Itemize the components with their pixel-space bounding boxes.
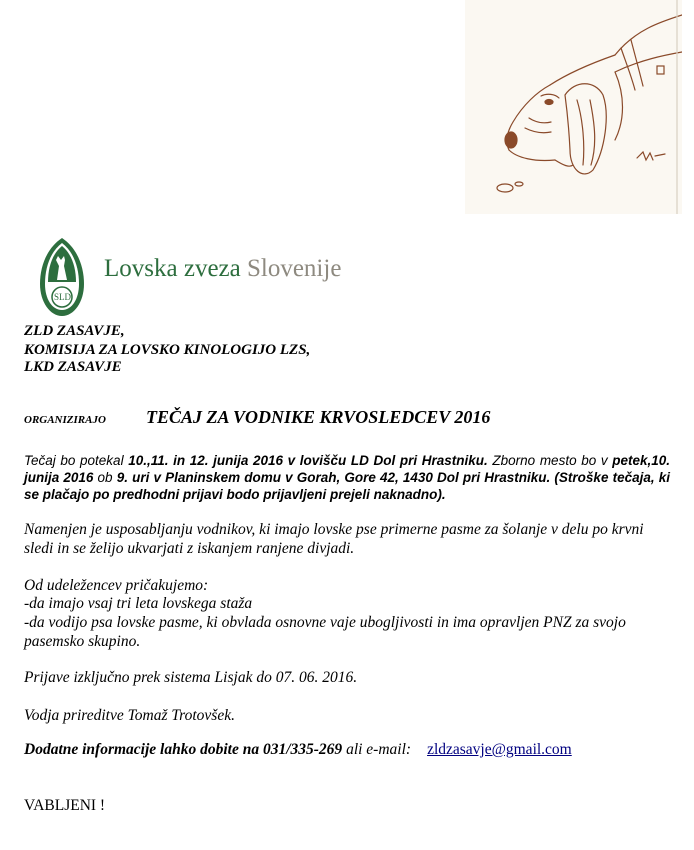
lzs-logo-text bbox=[104, 255, 341, 283]
event-leader: Vodja prireditve Tomaž Trotovšek. bbox=[24, 707, 235, 724]
contact-email-link[interactable]: zldzasavje@gmail.com bbox=[427, 741, 572, 758]
event-title: TEČAJ ZA VODNIKE KRVOSLEDCEV 2016 bbox=[146, 407, 491, 427]
logo-name-part1: Lovska zveza bbox=[104, 255, 241, 282]
intro-paragraph bbox=[24, 452, 670, 503]
expectations-heading: Od udeležencev pričakujemo: bbox=[24, 577, 209, 594]
lzs-logo-emblem bbox=[37, 236, 87, 318]
intro-bold-1: 10.,11. in 12. junija 2016 v lovišču LD Dol pri Hrastniku. bbox=[128, 453, 488, 468]
logo-name-part2: Slovenije bbox=[246, 255, 342, 282]
expectation-item-1: -da imajo vsaj tri leta lovskega staža bbox=[24, 595, 253, 612]
contact-line bbox=[24, 741, 572, 759]
intro-bold-2: petek,10. junija 2016 bbox=[24, 453, 671, 485]
expectation-item-2: -da vodijo psa lovske pasme, ki obvlada osnovne vaje ubogljivosti in ima opravljen PNZ za svojo pasemsko skupino. bbox=[24, 614, 626, 650]
contact-phone-text: Dodatne informacije lahko dobite na 031/335-269 bbox=[24, 741, 343, 758]
contact-email-label: ali e-mail: bbox=[342, 741, 412, 758]
intro-text-3: ob bbox=[93, 470, 117, 485]
organizirajo-label: ORGANIZIRAJO bbox=[24, 414, 106, 426]
dog-sketch-illustration bbox=[465, 0, 682, 214]
registration-note: Prijave izključno prek sistema Lisjak do 07. 06. 2016. bbox=[24, 669, 358, 686]
intro-text-1: Tečaj bo potekal bbox=[24, 453, 129, 468]
organizer-line-3: LKD ZASAVJE bbox=[24, 359, 122, 375]
organizer-line-1: ZLD ZASAVJE, bbox=[24, 323, 125, 339]
closing-text: VABLJENI ! bbox=[24, 797, 106, 814]
intro-bold-3: 9. uri v Planinskem domu v Gorah, Gore 42, 1430 Dol pri Hrastniku. (Stroške tečaja, ki se plačajo po predhodni prijavi bodo prijavljeni prejeli naknadno). bbox=[24, 470, 670, 502]
organizer-line-2: KOMISIJA ZA LOVSKO KINOLOGIJO LZS, bbox=[24, 342, 311, 358]
purpose-paragraph: Namenjen je usposabljanju vodnikov, ki imajo lovske pse primerne pasme za šolanje v delu po krvni sledi in se želijo ukvarjati z iskanjem ranjene divjadi. bbox=[24, 521, 644, 557]
intro-text-2: Zborno mesto bo v bbox=[487, 453, 613, 468]
lzs-emblem-text: SLD bbox=[54, 292, 72, 302]
